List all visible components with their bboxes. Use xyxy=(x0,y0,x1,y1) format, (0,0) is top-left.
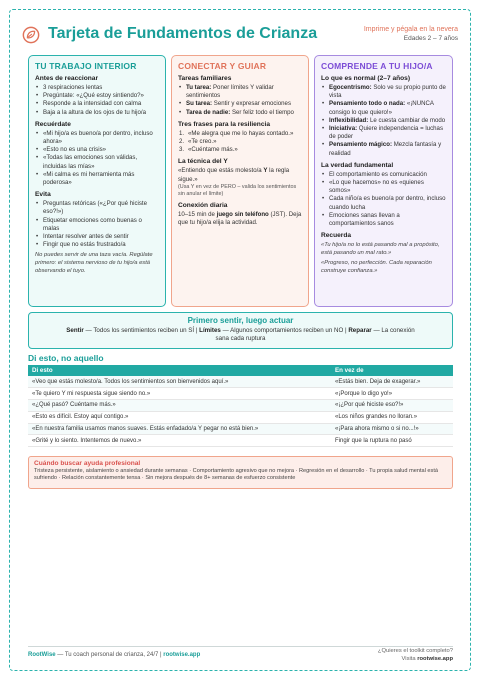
table-row: «Esto es difícil. Estoy aquí contigo.» «Los niños grandes no lloran.» xyxy=(28,411,453,423)
list-item: • El comportamiento es comunicación xyxy=(321,171,446,179)
list-item: • «Mi hijo/a es bueno/a por dentro, incluso ahora» xyxy=(35,130,159,146)
list-item: • «Todas las emociones son válidas, incluidas las mías» xyxy=(35,154,159,170)
section-title: La verdad fundamental xyxy=(321,161,394,169)
table-row: «Te quiero Y mi respuesta sigue siendo no.» «¡Porque lo digo yo!» xyxy=(28,388,453,400)
rule-body: Sentir — Todos los sentimientos reciben un SÍ | Límites — Algunos comportamientos reciben un NO | Reparar — La conexión sana cada ruptura xyxy=(66,327,415,343)
list-item: • Baja a la altura de los ojos de tu hijo/a xyxy=(35,109,159,117)
list-item xyxy=(178,130,302,138)
rule-title: Primero sentir, luego actuar xyxy=(187,316,294,325)
list-item xyxy=(178,146,302,154)
list-item: • Emociones sanas llevan a comportamientos sanos xyxy=(321,212,446,228)
item-number: 1. xyxy=(179,129,185,137)
bullet-list xyxy=(321,171,446,228)
print-note: Imprime y pégala en la nevera xyxy=(363,26,458,33)
list-item: • Intentar resolver antes de sentir xyxy=(35,233,159,241)
list-item: • Preguntas retóricas («¿Por qué hiciste eso?!») xyxy=(35,200,159,216)
item-number: 2. xyxy=(179,138,185,146)
connect-guide-panel xyxy=(171,55,309,307)
remember-quote: «Tu hijo/a no lo está pasando mal a propósito, está pasando un mal rato.» xyxy=(321,242,440,256)
item-label: Su tarea: xyxy=(186,100,213,108)
table-header xyxy=(28,365,453,376)
section-title: Tareas familiares xyxy=(178,75,232,82)
item-label: Tu tarea: xyxy=(186,84,212,91)
list-item xyxy=(178,109,302,117)
panel-heading: TU TRABAJO INTERIOR xyxy=(35,61,137,71)
professional-help-box xyxy=(28,456,453,489)
list-item: • «Mi calma es mi herramienta más poderosa» xyxy=(35,171,159,187)
bullet-list xyxy=(35,200,159,249)
section-title: Recuérdate xyxy=(35,120,71,128)
list-item: • «Lo que hacemos» no es «quienes somos» xyxy=(321,179,446,195)
bullet-list xyxy=(35,130,159,187)
list-item: • Inflexibilidad: Le cuesta cambiar de modo xyxy=(321,117,446,125)
panel-heading: COMPRENDE A TU HIJO/A xyxy=(321,61,433,71)
leaf-logo-icon xyxy=(22,26,40,44)
y-technique-note: (Usa Y en vez de PERO – valida los sentimientos sin anular el límite) xyxy=(178,183,297,197)
y-technique-text: «Entiendo que estás molesto/a Y la regla sigue.» xyxy=(178,167,290,183)
list-item: • Iniciativa: Quiere independencia = luchas de poder xyxy=(321,125,446,141)
header xyxy=(22,24,458,52)
section-title: Evita xyxy=(35,191,51,199)
column-header: Di esto xyxy=(28,365,331,376)
table-row: «¿Qué pasó? Cuéntame más.» «¡¿Por qué hiciste eso?!» xyxy=(28,400,453,412)
section-title: Recuerda xyxy=(321,232,352,240)
table-row: «En nuestra familia usamos manos suaves. Estás enfadado/a Y pegar no está bien.» «¡Para ahora mismo o si no...!» xyxy=(28,423,453,435)
section-title: Tres frases para la resiliencia xyxy=(178,120,271,128)
section-title: Conexión diaria xyxy=(178,201,228,209)
header-meta xyxy=(364,26,458,42)
bullet-list xyxy=(35,84,159,117)
page-title: Tarjeta de Fundamentos de Crianza xyxy=(48,25,318,42)
table-row: «Grité y lo siento. Intentemos de nuevo.» Fingir que la ruptura no pasó xyxy=(28,435,453,447)
bullet-list xyxy=(321,84,446,158)
panel-note: No puedes servir de una taza vacía. Regúlate primero: el sistema nervioso de tu hijo/a está observando el tuyo. xyxy=(35,252,153,274)
list-item: • Responde a la intensidad con calma xyxy=(35,100,159,108)
item-number: 3. xyxy=(179,146,185,154)
daily-connection-text: 10–15 min de juego sin teléfono (JST). Deja que tu hijo/a elija la actividad. xyxy=(178,210,302,227)
item-text: Sentir y expresar emociones xyxy=(212,100,291,108)
item-text: «Te creo.» xyxy=(188,138,217,146)
item-text: «Me alegra que me lo hayas contado.» xyxy=(188,129,294,137)
footer-brand: RootWise — Tu coach personal de crianza, 24/7 | rootwise.app xyxy=(28,652,201,658)
list-item: • Etiquetar emociones como buenas o malas xyxy=(35,217,159,233)
bullet-list xyxy=(178,84,302,117)
list-item: • Egocentrismo: Solo ve su propio punto de vista xyxy=(321,84,446,100)
item-label: Tarea de nadie: xyxy=(186,108,231,116)
remember-quote: «Progreso, no perfección. Cada reparación construye confianza.» xyxy=(321,260,432,275)
footer-cta: ¿Quieres el toolkit completo? Visita rootwise.app xyxy=(377,648,453,662)
list-item xyxy=(178,138,302,146)
list-item xyxy=(178,84,302,100)
list-item: • Fingir que no estás frustrado/a xyxy=(35,241,159,249)
section-title: La técnica del Y xyxy=(178,158,228,166)
list-item xyxy=(178,100,302,108)
help-body: Tristeza persistente, aislamiento o ansiedad durante semanas · Comportamiento agresivo que no mejora · Regresión en el desarrollo · Tu propia salud mental está sufriendo · Relación constantemente tensa · Sin mejora después de 8+ semanas de esfuerzo consistente xyxy=(34,468,438,482)
understand-child-panel xyxy=(314,55,453,307)
item-text: «Cuéntame más.» xyxy=(188,146,238,154)
item-text: Ser feliz todo el tiempo xyxy=(230,108,294,116)
age-range: Edades 2 – 7 años xyxy=(403,35,458,42)
footer-divider xyxy=(28,646,453,647)
inner-work-panel xyxy=(28,55,166,307)
say-this-table xyxy=(28,365,453,447)
list-item: • Pensamiento mágico: Mezcla fantasía y realidad xyxy=(321,141,446,157)
help-title: Cuándo buscar ayuda profesional xyxy=(34,460,141,467)
footer-cta-link[interactable]: rootwise.app xyxy=(417,655,453,662)
panel-heading: CONECTAR Y GUIAR xyxy=(178,61,267,71)
numbered-list xyxy=(178,130,302,155)
section-title: Lo que es normal (2–7 años) xyxy=(321,75,411,82)
list-item: • «Esto no es una crisis» xyxy=(35,146,159,154)
table-row: «Veo que estás molesto/a. Todos los sentimientos son bienvenidos aquí.» «Estás bien. Deja de exagerar.» xyxy=(28,376,453,388)
list-item: • Pregúntate: «¿Qué estoy sintiendo?» xyxy=(35,92,159,100)
list-item: • Cada niño/a es bueno/a por dentro, incluso cuando lucha xyxy=(321,195,446,211)
column-header: En vez de xyxy=(331,365,453,376)
item-text: Poner límites Y validar sentimientos xyxy=(186,84,274,100)
say-this-title: Di esto, no aquello xyxy=(28,353,104,363)
section-title: Antes de reaccionar xyxy=(35,75,99,82)
list-item: • Pensamiento todo o nada: «¡NUNCA consigo lo que quiero!» xyxy=(321,100,446,116)
footer-link[interactable]: rootwise.app xyxy=(163,652,201,658)
list-item: • 3 respiraciones lentas xyxy=(35,84,159,92)
core-rule-box xyxy=(28,312,453,349)
